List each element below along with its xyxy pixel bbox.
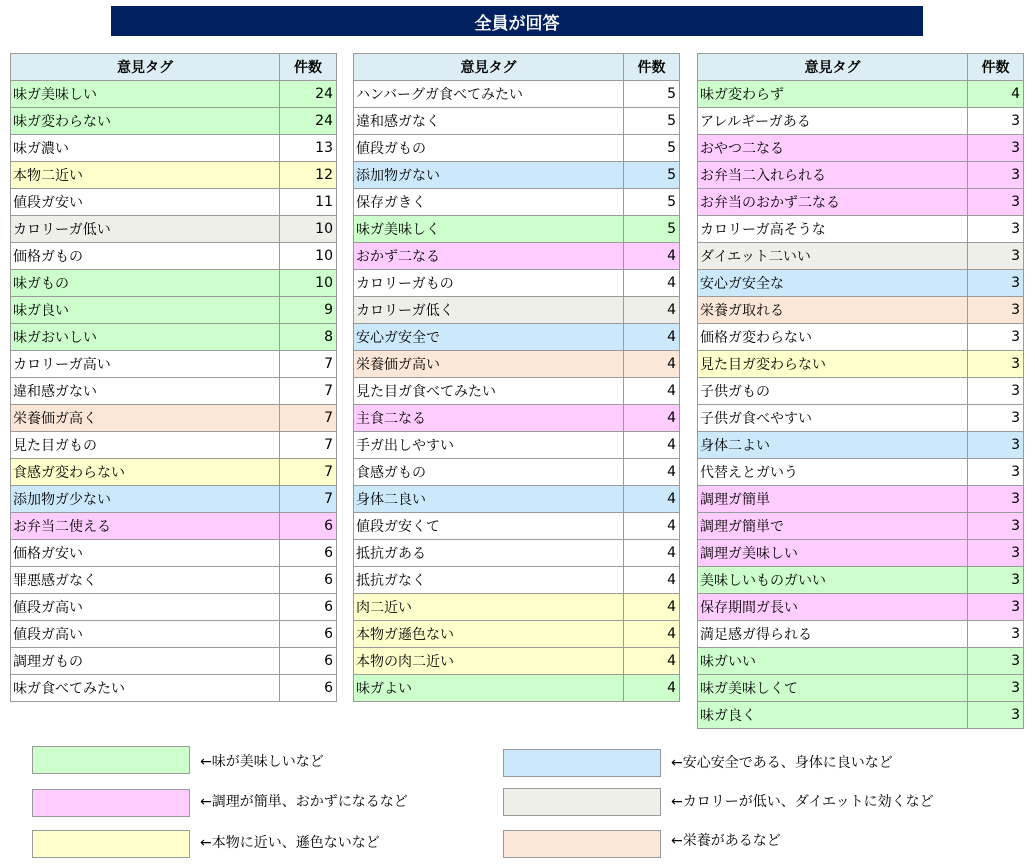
table-row (698, 81, 1024, 108)
table-row (698, 405, 1024, 432)
tag-cell[interactable]: お弁当二入れられる (698, 162, 968, 189)
count-cell[interactable]: 10 (280, 216, 337, 243)
count-cell[interactable]: 5 (624, 81, 680, 108)
tag-cell[interactable]: 味ガ美味しく (354, 216, 624, 243)
table-row (11, 81, 337, 108)
count-cell[interactable]: 6 (280, 675, 337, 702)
count-cell[interactable]: 4 (968, 81, 1024, 108)
legend-label-easy: ←調理が簡単、おかずになるなど (200, 794, 408, 810)
count-cell[interactable]: 10 (280, 270, 337, 297)
table-row (354, 351, 680, 378)
table-row (698, 486, 1024, 513)
count-cell[interactable]: 7 (280, 486, 337, 513)
table-row (698, 540, 1024, 567)
tag-cell[interactable]: 栄養ガ取れる (698, 297, 968, 324)
table-row (354, 621, 680, 648)
tag-cell[interactable]: 味ガ食べてみたい (11, 675, 280, 702)
table-row (354, 162, 680, 189)
count-cell[interactable]: 3 (968, 108, 1024, 135)
count-cell[interactable]: 3 (968, 567, 1024, 594)
count-cell[interactable]: 3 (968, 513, 1024, 540)
table-row (11, 324, 337, 351)
tag-table-1 (10, 53, 337, 702)
header-tag: 意見タグ (11, 54, 280, 81)
tag-cell[interactable]: 栄養価ガ高い (354, 351, 624, 378)
table-row (354, 378, 680, 405)
table-row (11, 432, 337, 459)
tag-cell[interactable]: 調理ガ簡単 (698, 486, 968, 513)
tag-cell[interactable]: 罪悪感ガなく (11, 567, 280, 594)
tag-cell[interactable]: カロリーガ高そうな (698, 216, 968, 243)
count-cell[interactable]: 3 (968, 378, 1024, 405)
tag-table-3 (697, 53, 1024, 729)
count-cell[interactable]: 3 (968, 189, 1024, 216)
count-cell[interactable]: 3 (968, 135, 1024, 162)
count-cell[interactable]: 7 (280, 351, 337, 378)
table-row (354, 81, 680, 108)
tag-cell[interactable]: 本物ガ遜色ない (354, 621, 624, 648)
table-row (11, 162, 337, 189)
table-row (354, 594, 680, 621)
table-row (698, 216, 1024, 243)
tag-cell[interactable]: 食感ガもの (354, 459, 624, 486)
table-row (698, 189, 1024, 216)
table-row (354, 405, 680, 432)
tag-cell[interactable]: 見た目ガ変わらない (698, 351, 968, 378)
table-row (698, 675, 1024, 702)
table-row (11, 513, 337, 540)
tag-cell[interactable]: アレルギーガある (698, 108, 968, 135)
legend-label-authentic: ←本物に近い、遜色ないなど (200, 835, 380, 851)
table-row (354, 459, 680, 486)
table-row (698, 108, 1024, 135)
tag-cell[interactable]: 味ガ良く (698, 702, 968, 729)
count-cell[interactable]: 3 (968, 432, 1024, 459)
count-cell[interactable]: 3 (968, 297, 1024, 324)
count-cell[interactable]: 3 (968, 540, 1024, 567)
table-row (354, 675, 680, 702)
table-row (354, 189, 680, 216)
count-cell[interactable]: 6 (280, 513, 337, 540)
tag-cell[interactable]: 保存期間ガ長い (698, 594, 968, 621)
tag-cell[interactable]: カロリーガ高い (11, 351, 280, 378)
count-cell[interactable]: 7 (280, 432, 337, 459)
count-cell[interactable]: 5 (624, 108, 680, 135)
tag-cell[interactable]: 本物の肉二近い (354, 648, 624, 675)
tag-cell[interactable]: 味ガ変わらない (11, 108, 280, 135)
tag-cell[interactable]: カロリーガ低く (354, 297, 624, 324)
header-tag: 意見タグ (354, 54, 624, 81)
tag-cell[interactable]: お弁当のおかず二なる (698, 189, 968, 216)
tag-cell[interactable]: 味ガ美味しい (11, 81, 280, 108)
table-row (11, 243, 337, 270)
tag-cell[interactable]: ハンバーグガ食べてみたい (354, 81, 624, 108)
tag-cell[interactable]: 美味しいものガいい (698, 567, 968, 594)
tag-cell[interactable]: 満足感ガ得られる (698, 621, 968, 648)
tag-cell[interactable]: 味ガ美味しくて (698, 675, 968, 702)
table-row (698, 351, 1024, 378)
page-title: 全員が回答 (111, 6, 923, 36)
count-cell[interactable]: 6 (280, 540, 337, 567)
count-cell[interactable]: 6 (280, 621, 337, 648)
count-cell[interactable]: 7 (280, 378, 337, 405)
count-cell[interactable]: 3 (968, 351, 1024, 378)
tag-cell[interactable]: 値段ガもの (354, 135, 624, 162)
count-cell[interactable]: 3 (968, 405, 1024, 432)
table-row (698, 648, 1024, 675)
count-cell[interactable]: 3 (968, 621, 1024, 648)
header-count: 件数 (280, 54, 337, 81)
table-row (698, 594, 1024, 621)
tag-cell[interactable]: 安心ガ安全で (354, 324, 624, 351)
legend-label-calorie: ←カロリーが低い、ダイエットに効くなど (671, 794, 934, 810)
tag-cell[interactable]: 子供ガ食べやすい (698, 405, 968, 432)
count-cell[interactable]: 8 (280, 324, 337, 351)
table-header-row (698, 54, 1024, 81)
count-cell[interactable]: 11 (280, 189, 337, 216)
table-row (11, 297, 337, 324)
count-cell[interactable]: 13 (280, 135, 337, 162)
count-cell[interactable]: 4 (624, 432, 680, 459)
tag-cell[interactable]: 代替えとガいう (698, 459, 968, 486)
legend-swatch-easy (32, 789, 190, 817)
count-cell[interactable]: 6 (280, 567, 337, 594)
tag-table-2 (353, 53, 680, 702)
tag-cell[interactable]: 味ガ良い (11, 297, 280, 324)
tag-cell[interactable]: 味ガよい (354, 675, 624, 702)
count-cell[interactable]: 3 (968, 162, 1024, 189)
tag-cell[interactable]: 身体二よい (698, 432, 968, 459)
table-row (698, 378, 1024, 405)
count-cell[interactable]: 4 (624, 486, 680, 513)
count-cell[interactable]: 3 (968, 324, 1024, 351)
tag-cell[interactable]: 価格ガもの (11, 243, 280, 270)
tag-cell[interactable]: 味ガいい (698, 648, 968, 675)
tag-cell[interactable]: 値段ガ安くて (354, 513, 624, 540)
count-cell[interactable]: 3 (968, 459, 1024, 486)
tag-cell[interactable]: 手ガ出しやすい (354, 432, 624, 459)
legend-label-nutrition: ←栄養があるなど (671, 833, 781, 849)
tag-cell[interactable]: おやつ二なる (698, 135, 968, 162)
table-row (11, 108, 337, 135)
table-row (698, 324, 1024, 351)
count-cell[interactable]: 24 (280, 81, 337, 108)
count-cell[interactable]: 12 (280, 162, 337, 189)
count-cell[interactable]: 4 (624, 324, 680, 351)
table-row (11, 405, 337, 432)
count-cell[interactable]: 6 (280, 648, 337, 675)
tag-cell[interactable]: 抵抗ガある (354, 540, 624, 567)
count-cell[interactable]: 4 (624, 297, 680, 324)
count-cell[interactable]: 3 (968, 675, 1024, 702)
header-tag: 意見タグ (698, 54, 968, 81)
tag-cell[interactable]: 値段ガ高い (11, 594, 280, 621)
table-row (698, 621, 1024, 648)
tag-cell[interactable]: お弁当二使える (11, 513, 280, 540)
table-row (698, 135, 1024, 162)
tag-cell[interactable]: 身体二良い (354, 486, 624, 513)
tag-cell[interactable]: ダイエット二いい (698, 243, 968, 270)
tag-cell[interactable]: 主食二なる (354, 405, 624, 432)
legend-swatch-safety (503, 749, 661, 777)
tag-cell[interactable]: おかず二なる (354, 243, 624, 270)
header-count: 件数 (624, 54, 680, 81)
table-header-row (11, 54, 337, 81)
table-row (698, 162, 1024, 189)
count-cell[interactable]: 3 (968, 216, 1024, 243)
table-row (698, 459, 1024, 486)
count-cell[interactable]: 4 (624, 621, 680, 648)
table-row (698, 243, 1024, 270)
table-row (11, 594, 337, 621)
tag-cell[interactable]: 見た目ガもの (11, 432, 280, 459)
table-row (698, 432, 1024, 459)
tag-cell[interactable]: 価格ガ変わらない (698, 324, 968, 351)
tag-cell[interactable]: 味ガもの (11, 270, 280, 297)
table-row (354, 648, 680, 675)
count-cell[interactable]: 4 (624, 567, 680, 594)
count-cell[interactable]: 4 (624, 675, 680, 702)
table-row (354, 513, 680, 540)
table-row (354, 432, 680, 459)
legend-label-safety: ←安心安全である、身体に良いなど (671, 755, 893, 771)
count-cell[interactable]: 10 (280, 243, 337, 270)
table-row (11, 189, 337, 216)
tag-cell[interactable]: カロリーガ低い (11, 216, 280, 243)
count-cell[interactable]: 24 (280, 108, 337, 135)
table-row (11, 621, 337, 648)
tag-cell[interactable]: 価格ガ安い (11, 540, 280, 567)
tag-cell[interactable]: 添加物ガ少ない (11, 486, 280, 513)
tag-cell[interactable]: 子供ガもの (698, 378, 968, 405)
tag-cell[interactable]: 添加物ガない (354, 162, 624, 189)
count-cell[interactable]: 4 (624, 540, 680, 567)
tag-cell[interactable]: 本物二近い (11, 162, 280, 189)
table-row (354, 108, 680, 135)
count-cell[interactable]: 3 (968, 270, 1024, 297)
count-cell[interactable]: 9 (280, 297, 337, 324)
table-row (354, 243, 680, 270)
table-row (354, 216, 680, 243)
tag-cell[interactable]: 値段ガ安い (11, 189, 280, 216)
count-cell[interactable]: 5 (624, 162, 680, 189)
table-row (354, 270, 680, 297)
table-row (354, 135, 680, 162)
table-row (698, 270, 1024, 297)
count-cell[interactable]: 7 (280, 459, 337, 486)
tag-cell[interactable]: 調理ガ美味しい (698, 540, 968, 567)
count-cell[interactable]: 4 (624, 648, 680, 675)
table-row (11, 540, 337, 567)
legend-swatch-calorie (503, 788, 661, 816)
table-row (698, 567, 1024, 594)
count-cell[interactable]: 7 (280, 405, 337, 432)
tag-cell[interactable]: カロリーガもの (354, 270, 624, 297)
table-row (11, 135, 337, 162)
table-row (11, 675, 337, 702)
table-row (698, 702, 1024, 729)
tag-cell[interactable]: 味ガおいしい (11, 324, 280, 351)
table-row (354, 486, 680, 513)
tag-cell[interactable]: 食感ガ変わらない (11, 459, 280, 486)
count-cell[interactable]: 5 (624, 135, 680, 162)
count-cell[interactable]: 3 (968, 648, 1024, 675)
tag-cell[interactable]: 保存ガきく (354, 189, 624, 216)
table-row (11, 270, 337, 297)
header-count: 件数 (968, 54, 1024, 81)
table-row (354, 540, 680, 567)
count-cell[interactable]: 4 (624, 351, 680, 378)
count-cell[interactable]: 3 (968, 702, 1024, 729)
table-header-row (354, 54, 680, 81)
table-row (698, 513, 1024, 540)
table-row (354, 567, 680, 594)
table-row (11, 216, 337, 243)
count-cell[interactable]: 4 (624, 594, 680, 621)
count-cell[interactable]: 3 (968, 594, 1024, 621)
tag-cell[interactable]: 調理ガ簡単で (698, 513, 968, 540)
tag-cell[interactable]: 肉二近い (354, 594, 624, 621)
count-cell[interactable]: 4 (624, 270, 680, 297)
count-cell[interactable]: 4 (624, 513, 680, 540)
count-cell[interactable]: 5 (624, 216, 680, 243)
table-row (11, 648, 337, 675)
table-row (698, 297, 1024, 324)
count-cell[interactable]: 4 (624, 405, 680, 432)
tag-cell[interactable]: 違和感ガない (11, 378, 280, 405)
tag-cell[interactable]: 味ガ変わらず (698, 81, 968, 108)
table-row (11, 567, 337, 594)
table-row (11, 459, 337, 486)
tag-cell[interactable]: 調理ガもの (11, 648, 280, 675)
tag-cell[interactable]: 違和感ガなく (354, 108, 624, 135)
count-cell[interactable]: 3 (968, 486, 1024, 513)
table-row (354, 324, 680, 351)
legend-swatch-nutrition (503, 830, 661, 858)
tag-cell[interactable]: 値段ガ高い (11, 621, 280, 648)
count-cell[interactable]: 4 (624, 459, 680, 486)
tag-cell[interactable]: 安心ガ安全な (698, 270, 968, 297)
legend-swatch-authentic (32, 830, 190, 858)
count-cell[interactable]: 4 (624, 378, 680, 405)
count-cell[interactable]: 3 (968, 243, 1024, 270)
tag-cell[interactable]: 味ガ濃い (11, 135, 280, 162)
tag-cell[interactable]: 栄養価ガ高く (11, 405, 280, 432)
legend-label-taste: ←味が美味しいなど (200, 754, 324, 770)
tag-cell[interactable]: 見た目ガ食べてみたい (354, 378, 624, 405)
count-cell[interactable]: 5 (624, 189, 680, 216)
count-cell[interactable]: 6 (280, 594, 337, 621)
legend-swatch-taste (32, 746, 190, 774)
table-row (11, 486, 337, 513)
tag-cell[interactable]: 抵抗ガなく (354, 567, 624, 594)
table-row (354, 297, 680, 324)
count-cell[interactable]: 4 (624, 243, 680, 270)
table-row (11, 351, 337, 378)
table-row (11, 378, 337, 405)
